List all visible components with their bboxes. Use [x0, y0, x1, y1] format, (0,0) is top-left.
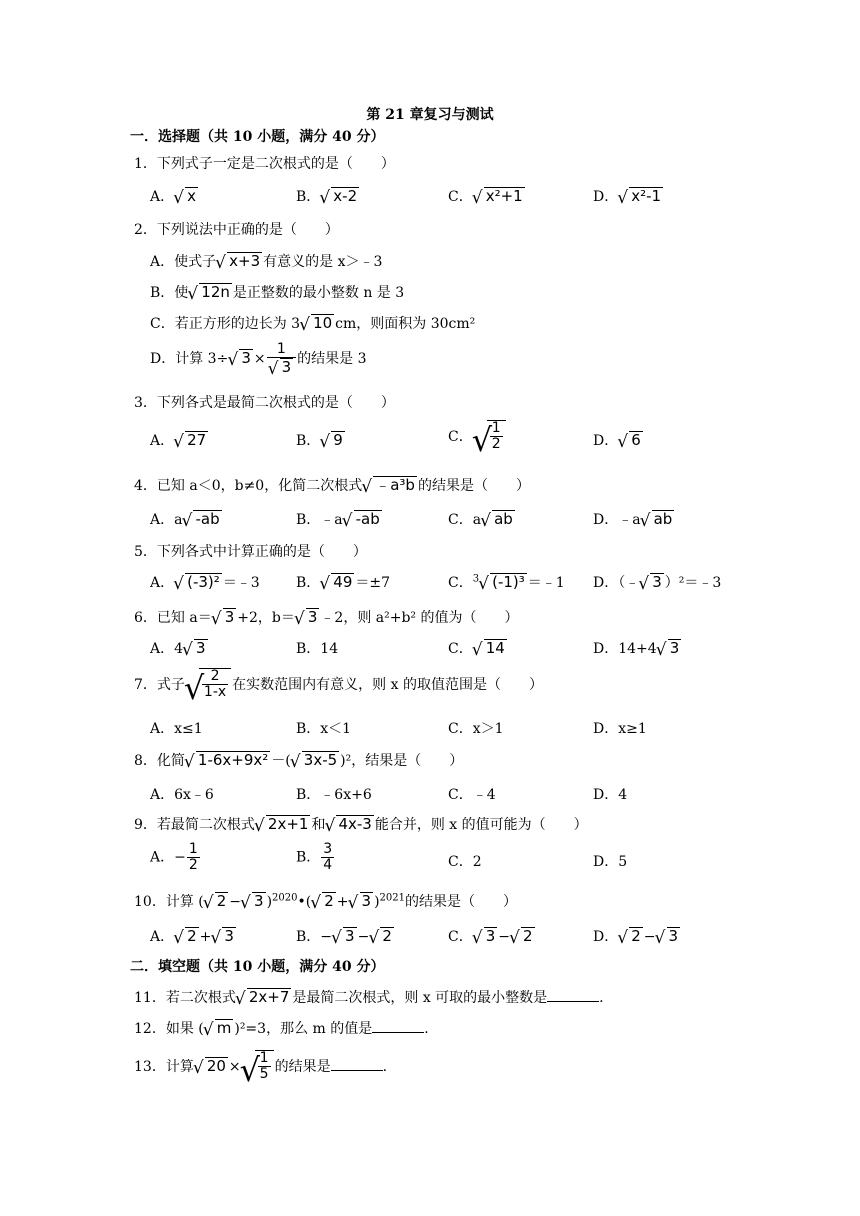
- q9-option-d: D．5: [593, 854, 628, 870]
- question-8-stem: 8．化简 √ 1-6x+9x² －( √ 3x-5 )²，结果是（ ）: [134, 751, 464, 772]
- q7-option-b: B．x＜1: [296, 721, 352, 737]
- section-fill-heading: 二．填空题（共 10 小题，满分 40 分）: [130, 959, 385, 975]
- q4-option-c: C．a √ ab: [448, 510, 513, 531]
- question-4-stem: 4．已知 a＜0，b≠0，化简二次根式 √ ﹣a³b 的结果是（ ）: [134, 476, 530, 497]
- q8-option-a: A．6x﹣6: [150, 787, 214, 803]
- q4-option-d: D．﹣a √ ab: [593, 510, 673, 531]
- q9-option-a: A．− $\frac{1}{2}$: [150, 841, 198, 873]
- q7-option-c: C．x＞1: [448, 721, 504, 737]
- q5-option-d: D．（﹣ √ 3 ）²＝﹣3: [593, 573, 722, 594]
- q8-option-d: D．4: [593, 787, 628, 803]
- q6-option-b: B．14: [296, 641, 339, 657]
- q3-option-c: C． √ $\frac{1}{2}$: [448, 420, 507, 452]
- q3-option-a: A． √ 27: [150, 431, 207, 452]
- q5-option-b: B． √ 49 ＝±7: [296, 573, 391, 594]
- q10-option-d: D． √ 2 − √ 3: [593, 927, 679, 948]
- q9-option-c: C．2: [448, 854, 482, 870]
- question-11: 11．若二次根式 √ 2x+7 是最简二次根式，则 x 可取的最小整数是 .: [134, 988, 604, 1009]
- q2-option-a: A．使式子 √ x+3 有意义的是 x＞﹣3: [150, 252, 383, 273]
- question-2-stem: 2．下列说法中正确的是（ ）: [134, 222, 339, 238]
- q10-option-c: C． √ 3 − √ 2: [448, 927, 533, 948]
- q3-option-b: B． √ 9: [296, 431, 343, 452]
- question-3-stem: 3．下列各式是最简二次根式的是（ ）: [134, 395, 395, 411]
- q7-option-d: D．x≥1: [593, 721, 647, 737]
- q6-option-a: A．4 √ 3: [150, 639, 206, 660]
- q10-option-a: A． √ 2 + √ 3: [150, 927, 234, 948]
- q2-option-c: C．若正方形的边长为 3 √ 10 cm，则面积为 30cm²: [150, 314, 476, 335]
- question-6-stem: 6．已知 a＝ √ 3 +2，b＝ √ 3 ﹣2，则 a²+b² 的值为（ ）: [134, 608, 519, 629]
- question-5-stem: 5．下列各式中计算正确的是（ ）: [134, 544, 367, 560]
- question-12: 12．如果 ( √ m )²=3，那么 m 的值是 .: [134, 1019, 429, 1040]
- q1-option-b: B． √ x-2: [296, 187, 358, 208]
- q6-option-c: C． √ 14: [448, 639, 505, 660]
- q4-option-a: A．a √ -ab: [150, 510, 220, 531]
- question-10-stem: 10．计算 ( √ 2 − √ 3 )$^{2020}$•( √ 2 + √ 3 )$^{2021}$的结果是（ ）: [134, 892, 517, 913]
- q3-option-d: D． √ 6: [593, 431, 641, 452]
- question-1-stem: 1．下列式子一定是二次根式的是（ ）: [134, 156, 395, 172]
- q5-option-a: A． √ (-3)² ＝﹣3: [150, 573, 260, 594]
- question-7-stem: 7．式子 √ $\frac{2}{1-x}$ 在实数范围内有意义，则 x 的取值范围是（ ）: [134, 668, 543, 707]
- q4-option-b: B．﹣a √ -ab: [296, 510, 380, 531]
- q1-option-d: D． √ x²-1: [593, 187, 662, 208]
- page-title: 第 21 章复习与测试: [366, 107, 494, 123]
- q13-answer-blank[interactable]: [331, 1058, 383, 1071]
- q5-option-c: C．$^3$ √ (-1)³ ＝﹣1: [448, 573, 565, 594]
- q8-option-c: C．﹣4: [448, 787, 496, 803]
- question-13: 13．计算 √ 20 × √ $\frac{1}{5}$ 的结果是 .: [134, 1050, 388, 1089]
- q9-option-b: B． $\frac{3}{4}$: [296, 841, 333, 873]
- section-choice-heading: 一．选择题（共 10 小题，满分 40 分）: [130, 129, 385, 145]
- q1-option-a: A． √ x: [150, 187, 197, 208]
- q1-option-c: C． √ x²+1: [448, 187, 523, 208]
- q11-answer-blank[interactable]: [547, 989, 599, 1002]
- q7-option-a: A．x≤1: [150, 721, 203, 737]
- q8-option-b: B．﹣6x+6: [296, 787, 372, 803]
- q2-option-d: D．计算 3÷ √ 3 × 1 √ 3 的结果是 3: [150, 341, 367, 379]
- q12-answer-blank[interactable]: [372, 1020, 424, 1033]
- question-9-stem: 9．若最简二次根式 √ 2x+1 和 √ 4x-3 能合并，则 x 的值可能为（ ）: [134, 815, 588, 836]
- q6-option-d: D．14+4 √ 3: [593, 639, 680, 660]
- q2-option-b: B．使 √ 12n 是正整数的最小整数 n 是 3: [150, 283, 405, 304]
- q10-option-b: B．− √ 3 − √ 2: [296, 927, 392, 948]
